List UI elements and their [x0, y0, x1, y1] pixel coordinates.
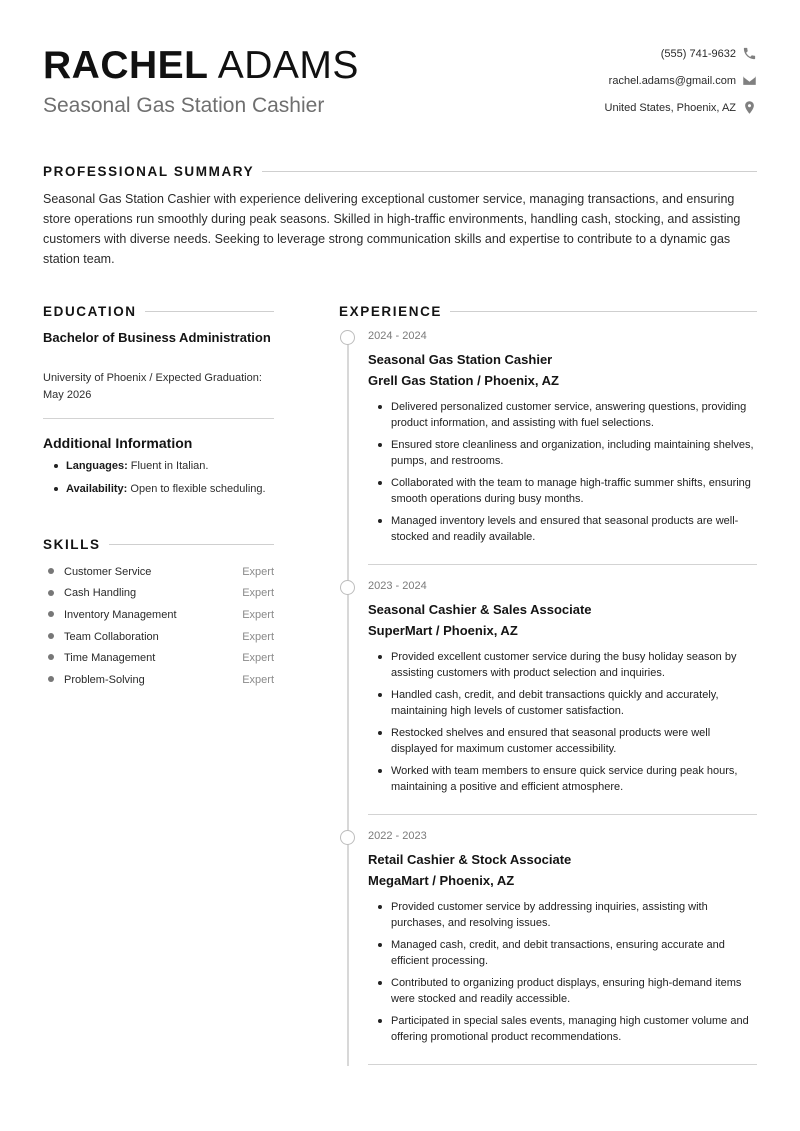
- timeline-dot: [340, 830, 355, 845]
- phone-text: (555) 741-9632: [660, 47, 736, 60]
- additional-info-item: [43, 458, 278, 474]
- section-divider: [145, 311, 274, 312]
- section-divider: [109, 544, 274, 545]
- job-bullet: Ensured store cleanliness and organization, including maintaining shelves, pumps, and restrooms.: [368, 437, 757, 469]
- skill-item: [43, 626, 274, 648]
- education-heading-label: EDUCATION: [43, 304, 137, 319]
- job-divider: [368, 814, 757, 815]
- skill-item: [43, 604, 274, 626]
- job-divider: [368, 564, 757, 565]
- job-bullet: Contributed to organizing product displays, ensuring high-demand items were stocked and readily accessible.: [368, 975, 757, 1007]
- job-bullet: Collaborated with the team to manage high-traffic summer shifts, ensuring smooth operations during busy months.: [368, 475, 757, 507]
- contact-phone: [497, 40, 757, 67]
- timeline-dot: [340, 580, 355, 595]
- job-company: MegaMart / Phoenix, AZ: [368, 873, 515, 888]
- skill-name: Time Management: [64, 652, 156, 665]
- contact-location: [497, 94, 757, 121]
- location-pin-icon: [742, 100, 757, 115]
- summary-text: Seasonal Gas Station Cashier with experience delivering exceptional customer service, managing transactions, and ensuring store operations run smoothly during peak seasons. Skilled in high-traffic environments, handling cash, stocking, and assisting customers with diverse needs. Seeking to leverage strong communication skills and expertise to contribute to a dynamic gas station team.: [43, 192, 741, 266]
- timeline-line: [347, 344, 349, 1066]
- skill-level: Expert: [242, 565, 274, 578]
- job-bullet: Restocked shelves and ensured that seasonal products were well displayed for maximum customer accessibility.: [368, 725, 757, 757]
- job-title: Retail Cashier & Stock Associate: [368, 852, 572, 867]
- experience-heading-label: EXPERIENCE: [339, 304, 443, 319]
- skills-heading-label: SKILLS: [43, 537, 101, 552]
- skill-level: Expert: [242, 630, 274, 643]
- summary-heading: [43, 164, 757, 179]
- skill-name: Problem-Solving: [64, 673, 145, 686]
- email-text: rachel.adams@gmail.com: [608, 74, 736, 87]
- bullet-dot: [48, 590, 54, 596]
- additional-info-text: Open to flexible scheduling.: [130, 483, 266, 495]
- job-dates: 2023 - 2024: [368, 580, 427, 592]
- skill-item: [43, 669, 274, 691]
- additional-info-item: [43, 481, 278, 497]
- job-bullet: Managed inventory levels and ensured that seasonal products are well-stocked and readily available.: [368, 513, 757, 545]
- additional-info-label: Availability:: [66, 483, 128, 495]
- contact-block: [497, 40, 757, 121]
- job-bullets: [368, 899, 757, 1051]
- skill-level: Expert: [242, 608, 274, 621]
- job-bullet: Participated in special sales events, managing high customer volume and offering promotional product recommendations.: [368, 1013, 757, 1045]
- education-divider: [43, 418, 274, 419]
- additional-info-label: Languages:: [66, 460, 128, 472]
- bullet-dot: [48, 654, 54, 660]
- job-bullets: [368, 399, 757, 551]
- experience-heading: [339, 304, 757, 319]
- phone-icon: [742, 46, 757, 61]
- first-name: RACHEL: [43, 44, 209, 87]
- additional-info-text: Fluent in Italian.: [130, 460, 209, 472]
- job-bullet: Managed cash, credit, and debit transactions, ensuring accurate and efficient processing.: [368, 937, 757, 969]
- location-text: United States, Phoenix, AZ: [604, 101, 736, 114]
- job-bullet: Delivered personalized customer service, answering questions, providing product information, and assisting with fuel selections.: [368, 399, 757, 431]
- timeline-dot: [340, 330, 355, 345]
- skill-item: [43, 583, 274, 605]
- job-dates: 2022 - 2023: [368, 830, 427, 842]
- job-bullet: Provided excellent customer service during the busy holiday season by assisting customers with product selection and inquiries.: [368, 649, 757, 681]
- envelope-icon: [742, 73, 757, 88]
- skill-level: Expert: [242, 652, 274, 665]
- skill-item: [43, 561, 274, 583]
- skill-item: [43, 647, 274, 669]
- job-dates: 2024 - 2024: [368, 330, 427, 342]
- job-company: Grell Gas Station / Phoenix, AZ: [368, 373, 559, 388]
- bullet-dot: [48, 633, 54, 639]
- job-bullet: Provided customer service by addressing inquiries, assisting with purchases, and resolving issues.: [368, 899, 757, 931]
- degree-title: Bachelor of Business Administration: [43, 330, 271, 345]
- school-info: University of Phoenix / Expected Graduation: May 2026: [43, 372, 262, 401]
- skill-name: Inventory Management: [64, 608, 177, 621]
- skills-list: [43, 561, 274, 691]
- education-heading: [43, 304, 274, 319]
- additional-info-title: Additional Information: [43, 435, 193, 451]
- last-name: ADAMS: [217, 44, 359, 87]
- summary-heading-label: PROFESSIONAL SUMMARY: [43, 164, 255, 179]
- skill-name: Customer Service: [64, 565, 152, 578]
- job-divider: [368, 1064, 757, 1065]
- skill-level: Expert: [242, 587, 274, 600]
- section-divider: [262, 171, 757, 172]
- job-bullet: Handled cash, credit, and debit transactions quickly and accurately, maintaining high levels of customer satisfaction.: [368, 687, 757, 719]
- bullet-dot: [48, 676, 54, 682]
- contact-email: [497, 67, 757, 94]
- bullet-dot: [48, 568, 54, 574]
- job-bullet: Worked with team members to ensure quick service during peak hours, maintaining a positive and efficient atmosphere.: [368, 763, 757, 795]
- skill-level: Expert: [242, 673, 274, 686]
- skills-heading: [43, 537, 274, 552]
- job-role: Seasonal Gas Station Cashier: [43, 94, 325, 117]
- additional-info-list: [43, 458, 278, 504]
- skill-name: Cash Handling: [64, 587, 137, 600]
- job-bullets: [368, 649, 757, 801]
- candidate-name: [43, 44, 359, 88]
- section-divider: [450, 311, 757, 312]
- job-title: Seasonal Gas Station Cashier: [368, 352, 553, 367]
- job-company: SuperMart / Phoenix, AZ: [368, 623, 518, 638]
- bullet-dot: [48, 611, 54, 617]
- skill-name: Team Collaboration: [64, 630, 159, 643]
- job-title: Seasonal Cashier & Sales Associate: [368, 602, 592, 617]
